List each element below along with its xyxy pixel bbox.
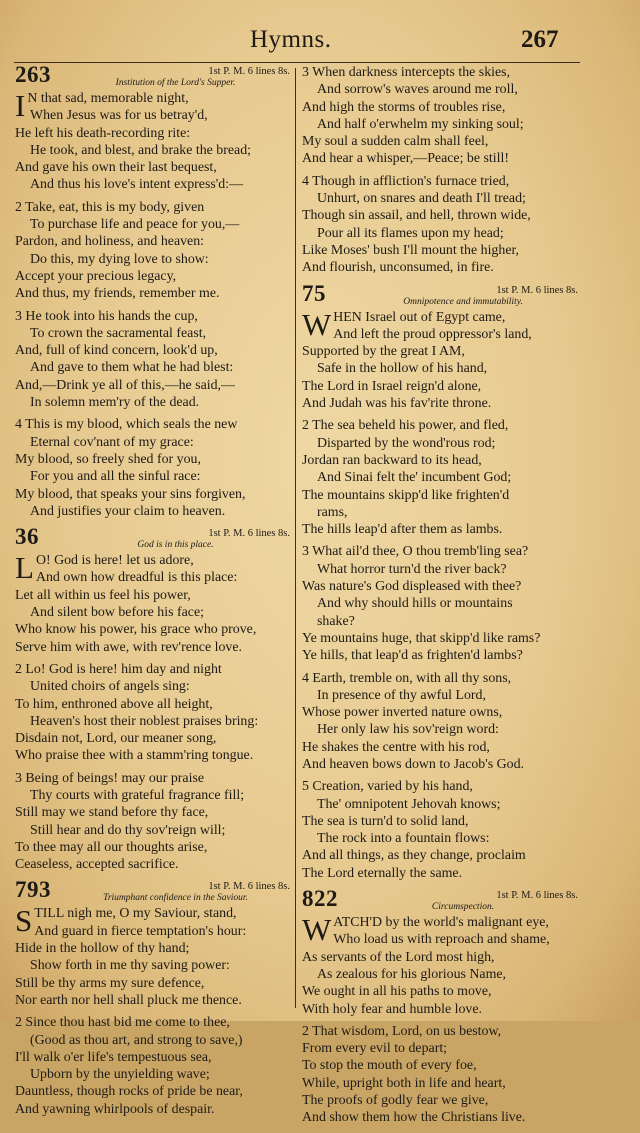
verse-line: [15, 503, 292, 520]
verse-text: He shakes the centre with his rod,: [302, 739, 490, 755]
verse-text: 3 Being of beings! may our praise: [15, 770, 205, 786]
verse-text: From every evil to depart;: [302, 1041, 448, 1057]
verse-line: [302, 865, 580, 882]
verse-line: [302, 983, 580, 1000]
verse-text: And flourish, unconsumed, in fire.: [302, 260, 494, 276]
verse-text: He took, and blest, and brake the bread;: [30, 142, 252, 158]
verse-text: He left his death-recording rite:: [15, 125, 191, 141]
hymn-meter: 1st P. M. 6 lines 8s.: [208, 528, 290, 540]
verse-text: The Lord in Israel reign'd alone,: [302, 378, 482, 394]
verse-line: [15, 804, 292, 821]
stanza: [15, 1014, 292, 1118]
verse-line: [15, 839, 292, 856]
verse-line: [302, 207, 580, 224]
drop-cap: I: [15, 88, 26, 123]
verse-text: To stop the mouth of every foe,: [302, 1058, 477, 1074]
drop-cap: L: [15, 550, 34, 586]
hymn-block: [15, 64, 292, 520]
verse-text: And gave his own their last bequest,: [15, 160, 217, 176]
verse-text: Disdain not, Lord, our meaner song,: [15, 731, 217, 747]
verse-line: [15, 696, 292, 713]
verse-text: 2 That wisdom, Lord, on us bestow,: [302, 1023, 502, 1039]
verse-line: [302, 190, 580, 207]
verse-line: [15, 1066, 292, 1083]
hymn-heading: [302, 888, 580, 914]
verse-text: My blood, so freely shed for you,: [15, 451, 201, 467]
verse-text: To purchase life and peace for you,—: [30, 217, 240, 233]
stanza: [302, 670, 580, 774]
verse-line: [302, 452, 580, 469]
verse-text: In solemn mem'ry of the dead.: [30, 395, 200, 411]
verse-line: [302, 116, 580, 133]
verse-text: The sea is turn'd to solid land,: [302, 813, 469, 829]
hymn-number: 75: [302, 280, 326, 306]
verse-line: [302, 378, 580, 395]
verse-line: [15, 661, 292, 678]
verse-text: And guard in fierce temptation's hour:: [34, 923, 247, 939]
verse-line: [15, 621, 292, 638]
verse-line: [302, 504, 580, 521]
verse-line: [15, 569, 292, 586]
verse-line: [15, 107, 292, 124]
verse-text: Show forth in me thy saving power:: [30, 958, 230, 974]
verse-line: [15, 730, 292, 747]
verse-text: Upborn by the unyielding wave;: [30, 1067, 210, 1083]
drop-cap: W: [302, 912, 332, 948]
hymn-number: 793: [15, 877, 51, 903]
stanza: [15, 770, 292, 874]
verse-text: Unhurt, on snares and death I'll tread;: [317, 191, 526, 207]
verse-line: [302, 778, 580, 795]
stanza: [302, 64, 580, 168]
stanza: [302, 306, 580, 413]
verse-line: [302, 1023, 580, 1040]
verse-text: United choirs of angels sing:: [30, 679, 190, 695]
verse-line: [15, 434, 292, 451]
verse-text: Still be thy arms my sure defence,: [15, 975, 205, 991]
verse-line: [302, 739, 580, 756]
verse-text: Do this, my dying love to show:: [30, 251, 209, 267]
stanza: [302, 543, 580, 664]
verse-text: As zealous for his glorious Name,: [317, 966, 507, 982]
verse-line: [302, 469, 580, 486]
verse-text: The proofs of godly fear we give,: [302, 1093, 489, 1109]
header-rule: [14, 62, 580, 63]
verse-line: [15, 1101, 292, 1118]
verse-text: And Judah was his fav'rite throne.: [302, 396, 492, 412]
verse-text: 4 This is my blood, which seals the new: [15, 417, 238, 433]
hymn-title: Institution of the Lord's Supper.: [115, 78, 236, 88]
verse-text: Still hear and do thy sov'reign will;: [30, 822, 226, 838]
verse-text: Supported by the great I AM,: [302, 344, 465, 360]
verse-line: [302, 687, 580, 704]
verse-line: [15, 1083, 292, 1100]
verse-text: And high the storms of troubles rise,: [302, 99, 506, 115]
verse-line: [302, 99, 580, 116]
verse-text: 2 Take, eat, this is my body, given: [15, 199, 205, 215]
verse-text: 2 The sea beheld his power, and fled,: [302, 418, 509, 434]
verse-text: When Jesus was for us betray'd,: [30, 108, 208, 124]
verse-text: Ceaseless, accepted sacrifice.: [15, 857, 179, 873]
verse-text: And yawning whirlpools of despair.: [15, 1101, 215, 1117]
verse-text: TILL nigh me, O my Saviour, stand,: [34, 906, 237, 922]
verse-line: [302, 133, 580, 150]
verse-text: Jordan ran backward to its head,: [302, 452, 482, 468]
verse-text: ATCH'D by the world's malignant eye,: [333, 915, 549, 931]
verse-line: [15, 233, 292, 250]
verse-line: [15, 639, 292, 656]
verse-text: And own how dreadful is this place:: [35, 570, 238, 586]
verse-line: [15, 268, 292, 285]
hymn-title: Omnipotence and immutability.: [403, 296, 523, 307]
hymn-block: [302, 888, 580, 1127]
verse-text: Thy courts with grateful fragrance fill;: [30, 787, 245, 803]
verse-text: rams,: [317, 504, 348, 520]
stanza: [302, 1023, 580, 1127]
verse-line: [15, 1032, 292, 1049]
verse-line: [302, 1109, 580, 1126]
verse-text: Eternal cov'nant of my grace:: [30, 434, 194, 450]
verse-line: [15, 176, 292, 193]
verse-text: The hills leap'd after them as lambs.: [302, 522, 503, 538]
verse-text: Whose power inverted nature owns,: [302, 705, 503, 721]
verse-line: [302, 704, 580, 721]
verse-line: [302, 949, 580, 966]
verse-text: The mountains skipp'd like frighten'd: [302, 487, 510, 503]
page-title: Hymns.: [250, 26, 332, 53]
verse-line: [15, 940, 292, 957]
verse-line: [15, 975, 292, 992]
verse-text: Disparted by the wond'rous rod;: [317, 435, 496, 451]
hymn-meter: 1st P. M. 6 lines 8s.: [496, 890, 578, 902]
verse-text: Heaven's host their noblest praises bring:: [30, 713, 259, 729]
verse-text: The Lord eternally the same.: [302, 865, 463, 881]
hymn-block: [15, 526, 292, 873]
verse-text: HEN Israel out of Egypt came,: [333, 309, 506, 325]
verse-text: Who praise thee with a stamm'ring tongue.: [15, 748, 254, 764]
verse-line: [15, 486, 292, 503]
verse-line: [302, 543, 580, 560]
verse-text: 4 Though in affliction's furnace tried,: [302, 173, 510, 189]
verse-text: (Good as thou art, and strong to save,): [30, 1032, 243, 1048]
stanza: [15, 905, 292, 1009]
hymn-meter: 1st P. M. 6 lines 8s.: [208, 881, 290, 893]
verse-line: [302, 343, 580, 360]
verse-line: [15, 451, 292, 468]
verse-text: With holy fear and humble love.: [302, 1001, 482, 1017]
verse-line: [302, 721, 580, 738]
verse-text: And thus, my friends, remember me.: [15, 286, 220, 302]
verse-line: [302, 326, 580, 343]
stanza: [15, 90, 292, 194]
stanza: [302, 914, 580, 1018]
verse-line: [15, 308, 292, 325]
verse-line: [15, 604, 292, 621]
stanza: [15, 661, 292, 765]
verse-line: [15, 787, 292, 804]
verse-text: Serve him with awe, with rev'rence love.: [15, 639, 242, 655]
hymn-meter: 1st P. M. 6 lines 8s.: [208, 66, 290, 77]
hymn-heading: [302, 280, 580, 309]
hymn-heading: [15, 526, 292, 552]
verse-line: [302, 647, 580, 664]
verse-line: [15, 142, 292, 159]
verse-text: Nor earth nor hell shall pluck me thence.: [15, 992, 242, 1008]
verse-line: [302, 417, 580, 434]
verse-text: And sorrow's waves around me roll,: [317, 82, 518, 98]
verse-line: [15, 216, 292, 233]
verse-text: And all things, as they change, proclaim: [302, 848, 526, 864]
stanza: [302, 778, 580, 882]
verse-text: Though sin assail, and hell, thrown wide,: [302, 208, 531, 224]
verse-text: 3 What ail'd thee, O thou tremb'ling sea?: [302, 544, 529, 560]
stanza: [15, 308, 292, 412]
verse-text: Ye mountains huge, that skipp'd like rams?: [302, 630, 541, 646]
verse-text: 3 When darkness intercepts the skies,: [302, 65, 511, 80]
verse-line: [302, 259, 580, 276]
verse-text: My soul a sudden calm shall feel,: [302, 134, 489, 150]
verse-text: While, upright both in life and heart,: [302, 1075, 506, 1091]
verse-text: And half o'erwhelm my sinking soul;: [317, 116, 524, 132]
verse-text: 5 Creation, varied by his hand,: [302, 779, 473, 795]
hymn-heading: [15, 879, 292, 905]
verse-line: [15, 713, 292, 730]
verse-line: [15, 342, 292, 359]
hymn-meter: 1st P. M. 6 lines 8s.: [496, 284, 578, 296]
verse-line: [302, 1075, 580, 1092]
verse-line: [302, 360, 580, 377]
verse-line: [302, 1040, 580, 1057]
page-number: 267: [521, 26, 559, 53]
verse-text: In presence of thy awful Lord,: [317, 687, 486, 703]
verse-line: [302, 796, 580, 813]
verse-line: [302, 242, 580, 259]
verse-text: Pour all its flames upon my head;: [317, 225, 504, 241]
verse-line: [15, 923, 292, 940]
verse-text: Accept your precious legacy,: [15, 268, 177, 284]
verse-line: [302, 613, 580, 630]
verse-line: [15, 377, 292, 394]
verse-text: And gave to them what he had blest:: [30, 360, 234, 376]
verse-text: Was nature's God displeased with thee?: [302, 579, 522, 595]
verse-text: Safe in the hollow of his hand,: [317, 361, 488, 377]
verse-line: [302, 931, 580, 948]
hymn-number: 36: [15, 524, 39, 550]
verse-line: [15, 125, 292, 142]
verse-line: [15, 468, 292, 485]
hymn-number: 263: [15, 62, 51, 87]
stanza: [302, 417, 580, 538]
verse-text: I'll walk o'er life's tempestuous sea,: [15, 1049, 212, 1065]
verse-line: [15, 359, 292, 376]
hymn-title: God is in this place.: [137, 540, 214, 551]
verse-text: The' omnipotent Jehovah knows;: [317, 796, 501, 812]
stanza: [15, 416, 292, 520]
verse-line: [302, 847, 580, 864]
verse-line: [302, 595, 580, 612]
verse-text: And justifies your claim to heaven.: [30, 503, 226, 519]
verse-text: Dauntless, though rocks of pride be near,: [15, 1084, 243, 1100]
verse-text: 2 Since thou hast bid me come to thee,: [15, 1015, 230, 1031]
stanza: [15, 552, 292, 656]
verse-text: For you and all the sinful race:: [30, 469, 201, 485]
verse-line: [15, 770, 292, 787]
verse-line: [302, 173, 580, 190]
verse-line: [302, 561, 580, 578]
verse-line: [15, 1049, 292, 1066]
drop-cap: W: [302, 306, 332, 342]
verse-text: As servants of the Lord most high,: [302, 949, 495, 965]
verse-text: And thus his love's intent express'd:—: [30, 177, 243, 193]
verse-text: 2 Lo! God is here! him day and night: [15, 661, 222, 677]
verse-text: Still may we stand before thy face,: [15, 805, 209, 821]
hymn-title: Triumphant confidence in the Saviour.: [103, 893, 248, 904]
left-column: [15, 64, 292, 1124]
drop-cap: S: [15, 903, 33, 939]
verse-line: [302, 630, 580, 647]
verse-line: [302, 1057, 580, 1074]
verse-text: And left the proud oppressor's land,: [333, 326, 532, 342]
verse-line: [302, 830, 580, 847]
verse-text: And,—Drink ye all of this,—he said,—: [15, 377, 235, 393]
verse-line: [15, 856, 292, 873]
verse-text: Hide in the hollow of thy hand;: [15, 941, 190, 957]
verse-text: And hear a whisper,—Peace; be still!: [302, 151, 509, 167]
verse-line: [15, 251, 292, 268]
verse-text: The rock into a fountain flows:: [317, 831, 490, 847]
verse-text: O! God is here! let us adore,: [35, 553, 194, 569]
verse-text: My blood, that speaks your sins forgiven,: [15, 486, 246, 502]
verse-line: [302, 225, 580, 242]
verse-line: [302, 81, 580, 98]
verse-line: [15, 747, 292, 764]
verse-text: Who load us with reproach and shame,: [333, 932, 550, 948]
verse-text: Pardon, and holiness, and heaven:: [15, 234, 205, 250]
verse-text: To crown the sacramental feast,: [30, 325, 207, 341]
verse-text: N that sad, memorable night,: [27, 91, 189, 106]
hymn-block: [302, 64, 580, 277]
verse-line: [15, 159, 292, 176]
stanza: [302, 173, 580, 277]
verse-line: [302, 395, 580, 412]
verse-text: To thee may all our thoughts arise,: [15, 839, 208, 855]
verse-line: [302, 578, 580, 595]
verse-line: [15, 1014, 292, 1031]
verse-text: And heaven bows down to Jacob's God.: [302, 756, 525, 772]
verse-text: To him, enthroned above all height,: [15, 696, 213, 712]
verse-line: [15, 285, 292, 302]
verse-line: [15, 199, 292, 216]
verse-text: We ought in all his paths to move,: [302, 984, 492, 1000]
verse-line: [302, 150, 580, 167]
verse-line: [15, 957, 292, 974]
verse-text: And, full of kind concern, look'd up,: [15, 343, 218, 359]
verse-line: [302, 487, 580, 504]
verse-line: [15, 394, 292, 411]
hymn-heading: [15, 64, 292, 90]
verse-line: [302, 756, 580, 773]
verse-text: Let all within us feel his power,: [15, 587, 191, 603]
verse-text: Like Moses' bush I'll mount the higher,: [302, 242, 520, 258]
verse-text: And Sinai felt the' incumbent God;: [317, 470, 512, 486]
verse-text: And show them how the Christians live.: [302, 1110, 526, 1126]
verse-text: What horror turn'd the river back?: [317, 561, 507, 577]
verse-line: [302, 64, 580, 81]
verse-line: [15, 416, 292, 433]
verse-text: And silent bow before his face;: [30, 605, 204, 621]
stanza: [15, 199, 292, 303]
verse-line: [15, 822, 292, 839]
verse-line: [302, 966, 580, 983]
verse-line: [302, 521, 580, 538]
column-divider: [295, 68, 296, 1008]
verse-text: Her only law his sov'reign word:: [317, 722, 499, 738]
verse-text: And why should hills or mountains: [317, 596, 513, 612]
verse-line: [302, 1092, 580, 1109]
hymn-block: [15, 879, 292, 1118]
verse-text: Ye hills, that leap'd as frighten'd lambs?: [302, 648, 523, 664]
verse-line: [302, 813, 580, 830]
verse-line: [302, 1001, 580, 1018]
hymn-title: Circumspection.: [431, 902, 495, 913]
verse-line: [15, 325, 292, 342]
verse-text: 4 Earth, tremble on, with all thy sons,: [302, 670, 512, 686]
verse-line: [302, 435, 580, 452]
right-column: [302, 64, 580, 1133]
verse-line: [15, 587, 292, 604]
hymn-block: [302, 280, 580, 883]
verse-line: [302, 670, 580, 687]
verse-line: [15, 992, 292, 1009]
verse-text: shake?: [317, 613, 355, 629]
verse-text: 3 He took into his hands the cup,: [15, 308, 198, 324]
verse-line: [15, 678, 292, 695]
hymn-number: 822: [302, 886, 338, 912]
verse-text: Who know his power, his grace who prove,: [15, 622, 257, 638]
